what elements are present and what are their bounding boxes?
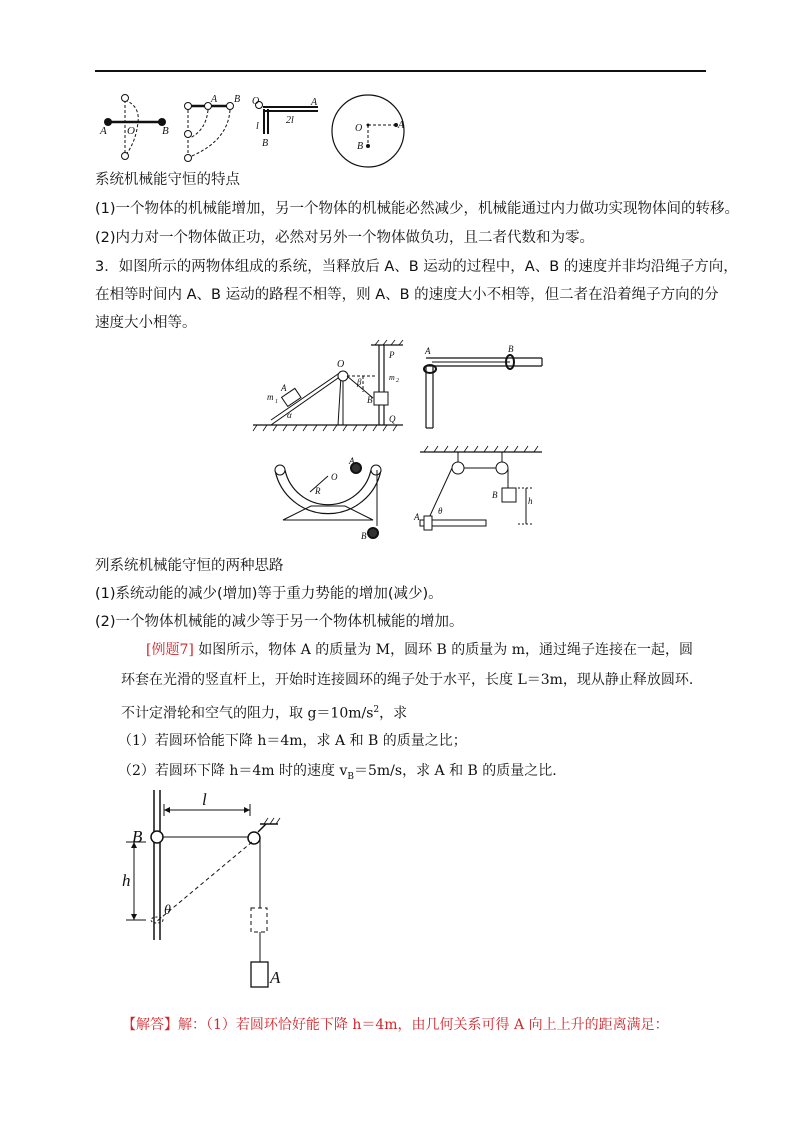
paragraph-line: (2)一个物体机械能的减少等于另一个物体机械能的增加。 — [95, 614, 464, 630]
section-heading-characteristics: 系统机械能守恒的特点 — [95, 172, 240, 188]
label-B: B — [367, 395, 373, 405]
label-beta: β — [357, 377, 362, 387]
section-heading-approaches: 列系统机械能守恒的两种思路 — [95, 558, 284, 574]
example-line — [121, 700, 407, 724]
label-A: A — [311, 97, 318, 108]
label-O: O — [337, 359, 345, 370]
label-A: A — [398, 120, 405, 131]
question-text: ＝5m/s，求 A 和 B 的质量之比. — [354, 763, 557, 779]
example-tag: [例题7] — [146, 642, 194, 658]
label-A: A — [100, 125, 107, 137]
label-2l: 2l — [286, 115, 294, 126]
label-O: O — [127, 125, 135, 137]
question-1: （1）若圆环恰能下降 h＝4m，求 A 和 B 的质量之比； — [118, 733, 467, 749]
label-m1: m — [267, 392, 274, 402]
figure-bent-rod — [250, 96, 325, 151]
figure-horizontal-rod-rings — [420, 344, 550, 434]
label-A: A — [414, 512, 420, 522]
label-R: R — [315, 486, 321, 496]
example-text: ，求 — [379, 705, 408, 722]
example-text: 如图所示，物体 A 的质量为 M，圆环 B 的质量为 m，通过绳子连接在一起，圆 — [198, 642, 694, 658]
figure-semicircle-track — [265, 448, 395, 543]
answer-tag: 【解答】 — [122, 1017, 178, 1033]
label-A: A — [211, 94, 218, 105]
label-m2-sub: 2 — [396, 378, 399, 384]
figure-ring-pulley-block — [120, 790, 290, 990]
label-B: B — [492, 490, 498, 500]
label-h: h — [528, 496, 533, 506]
figure-two-pulleys — [410, 446, 545, 538]
question-text: （2）若圆环下降 h＝4m 时的速度 v — [118, 763, 348, 779]
example-line: 环套在光滑的竖直杆上，开始时连接圆环的绳子处于水平，长度 L＝3m，现从静止释放圆环. — [121, 672, 694, 688]
label-O: O — [252, 96, 260, 107]
paragraph-line: (1)一个物体的机械能增加，另一个物体的机械能必然减少，机械能通过内力做功实现物体间的转移。 — [95, 201, 740, 217]
label-theta: θ — [164, 903, 171, 918]
label-B: B — [162, 125, 169, 137]
label-m2: m — [389, 373, 395, 382]
label-A: A — [270, 968, 281, 987]
label-P: P — [389, 350, 395, 360]
example-line — [146, 640, 693, 660]
label-h: h — [122, 871, 131, 890]
label-Q: Q — [389, 414, 396, 424]
label-B: B — [508, 344, 514, 354]
example-text: 不计定滑轮和空气的阻力，取 g＝10m/s — [121, 705, 374, 722]
paragraph-line: 3．如图所示的两物体组成的系统，当释放后 A、B 运动的过程中，A、B 的速度并非均沿绳子方向， — [95, 259, 738, 275]
label-B: B — [262, 138, 269, 149]
label-A: A — [281, 383, 287, 393]
figure-disk — [330, 94, 410, 174]
label-O: O — [331, 472, 338, 482]
paragraph-line: 在相等时间内 A、B 运动的路程不相等，则 A、B 的速度大小不相等，但二者在沿着绳子方向的分 — [95, 287, 719, 303]
label-A: A — [425, 346, 431, 356]
label-O: O — [355, 123, 363, 134]
answer-line — [122, 1015, 669, 1035]
label-theta: θ — [438, 506, 443, 516]
header-rule — [95, 70, 706, 72]
label-B: B — [361, 531, 367, 541]
label-alpha: α — [287, 410, 292, 420]
label-B: B — [234, 94, 241, 105]
label-A: A — [349, 456, 355, 466]
label-B: B — [132, 827, 143, 846]
figure-rod-pivot-center — [98, 92, 178, 164]
label-m1-sub: 1 — [275, 399, 278, 405]
paragraph-line: (1)系统动能的减少(增加)等于重力势能的增加(减少)。 — [95, 586, 443, 602]
label-B: B — [357, 141, 364, 152]
label-l: l — [202, 790, 207, 809]
superscript: 2 — [373, 705, 380, 715]
label-l: l — [256, 121, 259, 132]
figure-vertical-rod-block — [337, 340, 407, 435]
figure-rod-pivot-end — [180, 96, 250, 166]
subscript: B — [347, 771, 354, 782]
question-2 — [118, 761, 557, 787]
paragraph-line: 速度大小相等。 — [95, 315, 197, 331]
paragraph-line: (2)内力对一个物体做正功，必然对另外一个物体做负功，且二者代数和为零。 — [95, 230, 595, 246]
answer-text: 解：（1）若圆环恰好能下降 h＝4m，由几何关系可得 A 向上上升的距离满足： — [178, 1017, 669, 1033]
